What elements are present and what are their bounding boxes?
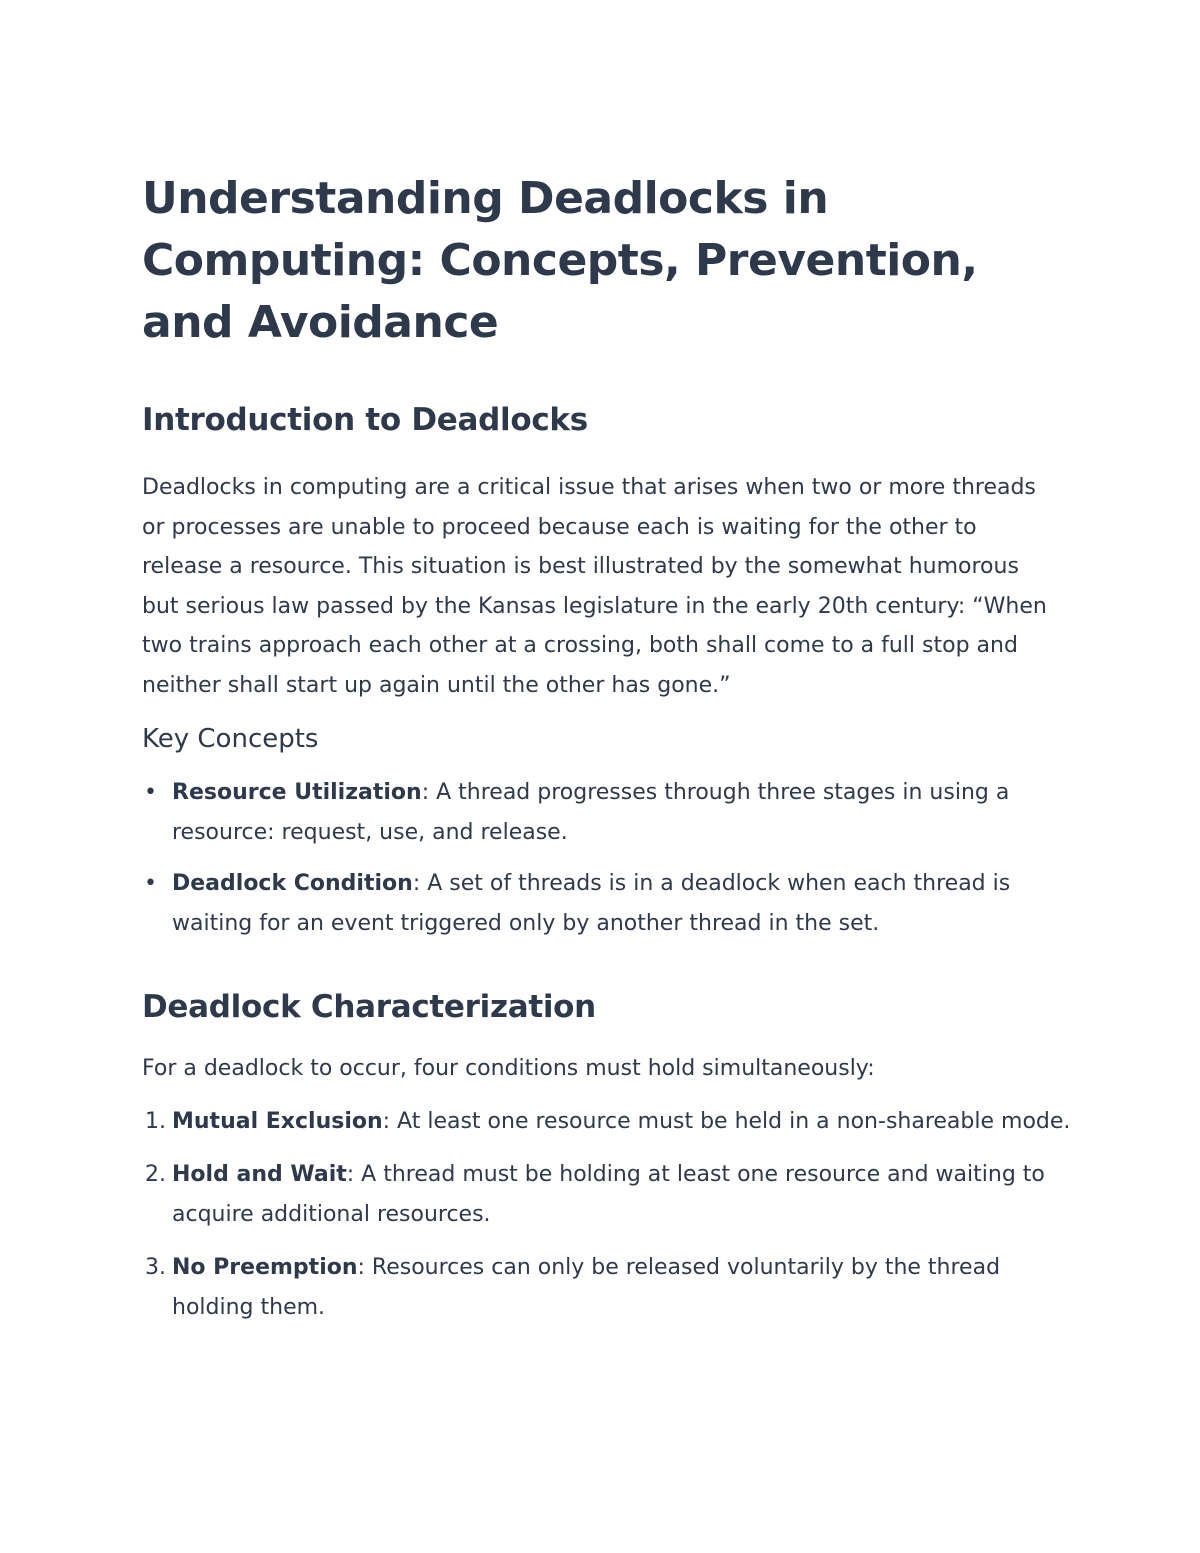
document-title: Understanding Deadlocks in Computing: Concepts, Prevention, and Avoidance xyxy=(142,173,978,348)
list-item xyxy=(142,864,1072,943)
list-item-term: Hold and Wait xyxy=(172,1162,347,1187)
characterization-paragraph: For a deadlock to occur, four conditions must hold simultaneously: xyxy=(142,1056,875,1081)
list-item xyxy=(142,773,1072,852)
list-item xyxy=(142,1248,1072,1327)
key-concepts-list xyxy=(142,773,1072,943)
bullet-icon: • xyxy=(144,871,157,896)
list-item-text: : At least one resource must be held in a non-shareable mode. xyxy=(382,1108,1071,1134)
conditions-list xyxy=(142,1102,1072,1328)
document-page xyxy=(142,168,1072,1327)
characterization-heading: Deadlock Characterization xyxy=(142,989,596,1025)
bullet-icon: • xyxy=(144,780,157,805)
list-item-number: 3. xyxy=(145,1255,166,1280)
key-concepts-heading: Key Concepts xyxy=(142,724,319,754)
list-item-number: 1. xyxy=(145,1108,166,1134)
intro-paragraph: Deadlocks in computing are a critical issue that arises when two or more threads or processes are unable to proceed because each is waiting for the other to release a resource. This situation is best illustrated by the somewhat humorous but serious law passed by the Kansas legislature in the early 20th century: “When two trains approach each other at a crossing, both shall come to a full stop and neither shall start up again until the other has gone.” xyxy=(142,475,1047,698)
list-item xyxy=(142,1102,1072,1142)
list-item-text: : A thread progresses through three stages in using a resource: request, use, and release. xyxy=(172,780,1010,845)
list-item-term: Resource Utilization xyxy=(172,780,422,805)
list-item-term: No Preemption xyxy=(172,1255,358,1280)
intro-heading: Introduction to Deadlocks xyxy=(142,402,588,438)
list-item-number: 2. xyxy=(145,1162,166,1187)
list-item-term: Deadlock Condition xyxy=(172,871,413,896)
list-item-text: : A set of threads is in a deadlock when each thread is waiting for an event triggered only by another thread in the set. xyxy=(172,871,1011,936)
list-item-text: : Resources can only be released voluntarily by the thread holding them. xyxy=(172,1255,1001,1320)
list-item-text: : A thread must be holding at least one resource and waiting to acquire additional resources. xyxy=(172,1162,1045,1227)
list-item-term: Mutual Exclusion xyxy=(172,1108,383,1134)
list-item xyxy=(142,1155,1072,1234)
